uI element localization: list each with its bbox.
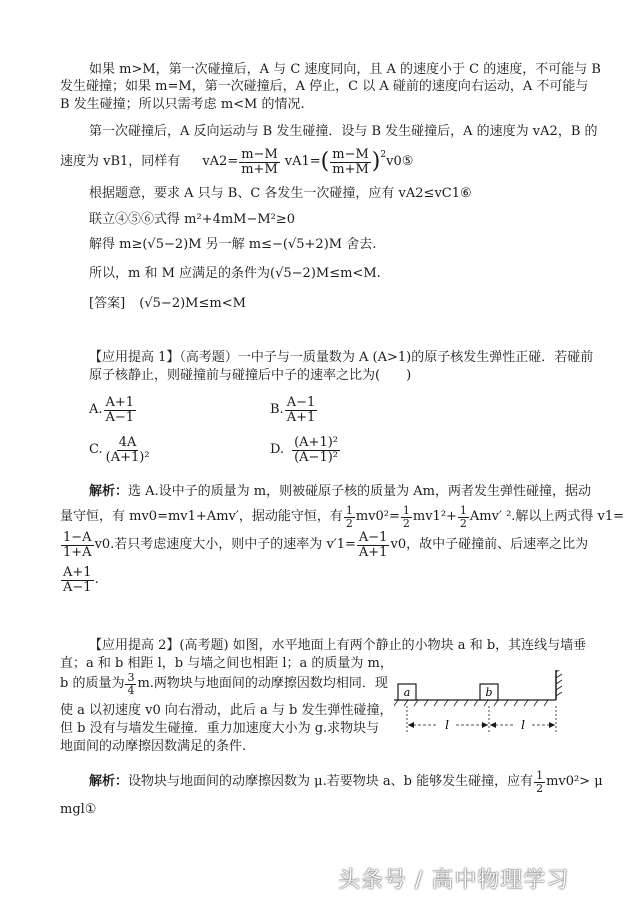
q1-solution-line3	[60, 531, 588, 559]
sol1-mass-fraction	[239, 148, 280, 176]
sol1-answer	[89, 296, 246, 312]
q1-option-b	[270, 396, 318, 424]
frac-den: A+1	[358, 544, 388, 560]
paren-close: )	[371, 148, 381, 174]
frac-den: A−1	[63, 579, 92, 595]
sol1-para2-line1: 第一次碰撞后，A 反向运动与 B 发生碰撞．设与 B 发生碰撞后，A 的速度为 vA2，B 的	[89, 124, 598, 139]
frac-den: m+M	[241, 161, 278, 177]
answer-label: [答案]	[89, 296, 126, 311]
watermark: 头条号 / 高中物理学习	[338, 868, 570, 893]
frac-num: 3	[127, 671, 135, 684]
solution-label: 解析：	[89, 484, 129, 499]
frac-den: 1+A	[63, 544, 92, 560]
frac-den: m+M	[332, 161, 369, 177]
frac-num: A+1	[63, 565, 92, 580]
v1-fraction	[61, 531, 94, 559]
half-fraction	[458, 505, 469, 529]
block-wall-figure	[394, 670, 574, 740]
q2-line1: 【应用提高 2】(高考题) 如图，水平地面上有两个静止的小物块 a 和 b，其连线与墙垂	[89, 638, 587, 653]
ground-hatch	[394, 700, 548, 706]
frac-num: m−M	[241, 147, 278, 162]
frac-num: A−1	[286, 395, 316, 410]
frac-den: 2	[345, 516, 353, 530]
q1-solution-line2	[60, 505, 624, 529]
q2-line3	[60, 672, 388, 696]
frac-num: 1	[536, 769, 544, 782]
solution-text: v0，故中子碰撞前、后速率之比为	[390, 537, 589, 553]
frac-den: A+1	[286, 409, 316, 425]
q2-text: b 的质量为	[60, 676, 125, 692]
frac-num: 1	[402, 504, 410, 517]
arrow-head	[482, 722, 488, 728]
q2-line4: 使 a 以初速度 v0 向右滑动，此后 a 与 b 发生弹性碰撞，	[60, 703, 393, 718]
answer-text: (√5−2)M≤m<M	[139, 296, 246, 311]
frac-num: 1−A	[63, 530, 92, 545]
solution-text: mv1²+	[412, 509, 457, 525]
q1-title-line2: 原子核静止，则碰撞前与碰撞后中子的速率之比为( )	[89, 368, 412, 383]
sol1-vA1-eq: vA1=	[284, 154, 321, 170]
arrow-head	[549, 722, 555, 728]
block-b-label: b	[485, 686, 493, 699]
frac-den: A−1	[105, 409, 135, 425]
frac-num: A−1	[358, 530, 388, 545]
q2-line5: 但 b 没有与墙发生碰撞．重力加速度大小为 g.求物块与	[60, 721, 380, 736]
sol1-para1-line3: B 发生碰撞；所以只需考虑 m<M 的情况.	[60, 97, 305, 112]
solution-text: 量守恒，有 mv0=mv1+Amv′，据动能守恒，有	[60, 509, 343, 525]
solution-label: 解析：	[89, 774, 129, 790]
q1-title-line1: 【应用提高 1】（高考题）一中子与一质量数为 A (A>1)的原子核发生弹性正碰．若碰前	[89, 350, 594, 365]
solution-text: Amv′ ².解以上两式得 v1=	[469, 509, 625, 525]
q1-option-a	[89, 396, 137, 424]
option-fraction	[292, 436, 340, 464]
q2-solution-line1	[89, 770, 603, 794]
mass-fraction	[125, 672, 136, 696]
frac-den: 2	[402, 516, 410, 530]
arrow-head	[490, 722, 496, 728]
frac-num: 4A	[118, 435, 137, 450]
frac-num: m−M	[332, 147, 369, 162]
option-label: C.	[89, 442, 103, 458]
sol1-para2-line2: 速度为 vB1，同样有 vA2= $\frac{m-M}{m+M}$ vA1= ( $\frac{m-M}{m+M}$ ) $^2$ v0⑤	[60, 147, 414, 177]
half-fraction	[401, 505, 412, 529]
option-label: D.	[270, 442, 285, 458]
wall-hatch	[556, 670, 562, 696]
q2-text: m.两物块与地面间的动摩擦因数均相同．现	[137, 676, 388, 692]
frac-den: (A+1)²	[105, 449, 150, 465]
sol1-para6: 所以，m 和 M 应满足的条件为(√5−2)M≤m<M.	[89, 266, 381, 281]
q1-option-d	[270, 436, 341, 464]
q1-solution-line4	[60, 566, 99, 594]
frac-num: 1	[345, 504, 353, 517]
block-a-label: a	[403, 686, 411, 699]
sol1-mass-fraction-2	[330, 148, 371, 176]
paren-open: (	[320, 148, 330, 174]
distance-l-label-1: l	[445, 718, 449, 732]
frac-den: 2	[459, 516, 467, 530]
solution-text: mv0²> μ	[546, 774, 603, 790]
solution-text: mv0²=	[355, 509, 400, 525]
option-fraction	[104, 436, 152, 464]
sol1-para3: 根据题意，要求 A 只与 B、C 各发生一次碰撞，应有 vA2≤vC1⑥	[89, 186, 472, 201]
option-fraction	[285, 396, 318, 424]
solution-text: 选 A.设中子的质量为 m，则被碰原子核的质量为 Am，两者发生弹性碰撞，据动	[128, 484, 591, 499]
frac-den: (A−1)²	[294, 449, 339, 465]
solution-text: v0.若只考虑速度大小，则中子的速率为 v′1=	[94, 537, 356, 553]
q1-option-c	[89, 436, 153, 464]
option-fraction	[104, 396, 137, 424]
option-label: B.	[270, 402, 284, 418]
frac-den: 2	[536, 781, 544, 795]
sol1-v0-eq5: v0⑤	[386, 154, 414, 170]
sol1-para5: 解得 m≥(√5−2)M 另一解 m≤−(√5+2)M 舍去.	[89, 237, 377, 252]
q2-line6: 地面间的动摩擦因数满足的条件.	[60, 739, 247, 754]
frac-num: 1	[459, 504, 467, 517]
frac-num: A+1	[105, 395, 135, 410]
q2-solution-line2: mgl①	[60, 802, 97, 817]
speed-fraction	[357, 531, 390, 559]
sol1-para4: 联立④⑤⑥式得 m²+4mM−M²≥0	[89, 212, 296, 227]
sol1-para1-line2: 发生碰撞；如果 m=M，第一次碰撞后，A 停止，C 以 A 碰前的速度向右运动，A 不可能与	[60, 79, 589, 94]
frac-den: 4	[127, 683, 135, 697]
half-fraction	[534, 770, 545, 794]
frac-num: (A+1)²	[294, 435, 339, 450]
solution-text: 设物块与地面间的动摩擦因数为 μ.若要物块 a、b 能够发生碰撞，应有	[128, 774, 534, 790]
distance-l-label-2: l	[521, 718, 525, 732]
solution-text: .	[94, 572, 99, 588]
sol1-para1-line1: 如果 m>M，第一次碰撞后，A 与 C 速度同向，且 A 的速度小于 C 的速度，不可能与 B	[89, 62, 601, 77]
arrow-head	[408, 722, 414, 728]
q1-solution-line1	[89, 484, 591, 500]
option-label: A.	[89, 402, 103, 418]
q2-line2: 直；a 和 b 相距 l，b 与墙之间也相距 l；a 的质量为 m，	[60, 656, 393, 671]
half-fraction	[344, 505, 355, 529]
ratio-fraction	[61, 566, 94, 594]
sol1-para2-text: 速度为 vB1，同样有	[60, 154, 181, 170]
sol1-vA2-eq: vA2=	[202, 154, 239, 170]
